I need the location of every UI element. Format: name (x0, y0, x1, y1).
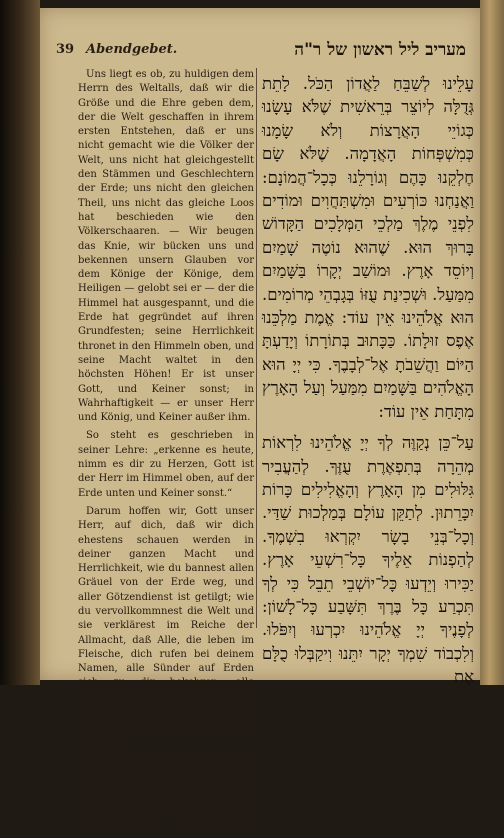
hebrew-paragraph: עַל־כֵּן נְקַוֶּה לְךָ יְיָ אֱלֹהֵינוּ לִרְאוֹת מְהֵרָה בְּתִפְאֶרֶת עֻזֶּךָ. לְהַעֲבִיר גִּלּוּלִים מִן הָאָרֶץ וְהָאֱלִילִים כָּרוֹת יִכָּרֵתוּן. לְתַקֵּן עוֹלָם בְּמַלְכוּת שַׁדַּי. וְכָל־בְּנֵי בָשָׂר יִקְרְאוּ בִשְׁמֶךָ. לְהַפְנוֹת אֵלֶיךָ כָּל־רִשְׁעֵי אָרֶץ. יַכִּירוּ וְיֵדְעוּ כָּל־יוֹשְׁבֵי תֵבֵל כִּי לְךָ תִּכְרַע כָּל בֶּרֶךְ תִּשָּׁבַע כָּל־לָשׁוֹן: לְפָנֶיךָ יְיָ אֱלֹהֵינוּ יִכְרְעוּ וְיִפֹּלוּ. וְלִכְבוֹד שִׁמְךָ יְקָר יִתֵּנוּ וִיקַבְּלוּ כֻלָּם אֶת (262, 433, 474, 687)
section-title-hebrew: מעריב ליל ראשון של ר"ה (294, 40, 466, 60)
german-paragraph: Uns liegt es ob, zu huldigen dem Herrn des Weltalls, daß wir die Größe und die Ehre geben dem, der die Welt geschaffen in ihrem ersten Entstehen, daß er uns nicht gemacht wie die Völker der Welt, uns nicht hat gleichgestellt den Stämmen und Geschlechtern der Erde; uns nicht den gleichen Theil, uns nicht das gleiche Loos hat beschieden wie den Völkerschaaren. — Wir beugen das Knie, wir bücken uns und bekennen unsern Glauben vor dem Könige der Könige, dem Heiligen — gelobt sei er — der die Himmel hat ausgespannt, und die Erde hat gegründet auf ihren Grundfesten; seine Herrlichkeit thronet in den Himmeln oben, und seine Macht waltet in den höchsten Höhen! Er ist unser Gott, und Keiner sonst; in Wahrhaftigkeit — er unser Herr und König, und Keiner außer ihm. (78, 69, 254, 424)
page-edge (480, 0, 504, 685)
german-paragraph: So steht es geschrieben in seiner Lehre: „erkenne es heute, nimm es dir zu Herzen, Gott ist der Herr im Himmel oben, auf der Erde unten und Keiner sonst.“ (78, 430, 254, 499)
german-paragraph: Vor dir, unserm Gott und Herrn, beugen sie das Knie, und fallen sie nieder; deinem Namen geben sie die Ehre und den Ruhm und nehmen über sich einstimmig und ein, (78, 752, 254, 836)
hebrew-prayer-column (262, 72, 474, 689)
book-spine-shadow (0, 0, 40, 685)
page-number: 39 (56, 42, 75, 57)
page-header (56, 42, 476, 64)
german-translation-column (78, 68, 254, 838)
column-divider (256, 68, 257, 628)
german-paragraph: Darum hoffen wir, Gott unser Herr, auf dich, daß wir dich ehestens schauen werden in deiner ganzen Macht und Herrlichkeit, wie du bannest allen Gräuel von der Erde weg, und aller Götzendienst ist getilgt; wie du vervollkommnest die Welt und sie verklärest im Reiche der Allmacht, daß Alle, die leben im Fleische, dich rufen bei deinem Namen, alle Sünder auf Erden sich zu dir bekehren, alle Weltenbewohner es wissen und erkennen, daß vor dir sich beuget jedes Knie, zu dir schwöret jede Zunge! (78, 505, 254, 746)
hebrew-paragraph: עָלֵינוּ לְשַׁבֵּחַ לַאֲדוֹן הַכֹּל. לָתֵת גְּדֻלָּה לְיוֹצֵר בְּרֵאשִׁית שֶׁלֹּא עָשָׂנוּ כְּגוֹיֵי הָאֲרָצוֹת וְלֹא שָׂמָנוּ כְּמִשְׁפְּחוֹת הָאֲדָמָה. שֶׁלֹּא שָׂם חֶלְקֵנוּ כָּהֶם וְגוֹרָלֵנוּ כְּכָל־הֲמוֹנָם: וַאֲנַחְנוּ כּוֹרְעִים וּמִשְׁתַּחֲוִים וּמוֹדִים לִפְנֵי מֶלֶךְ מַלְכֵי הַמְּלָכִים הַקָּדוֹשׁ בָּרוּךְ הוּא. שֶׁהוּא נוֹטֶה שָׁמַיִם וְיוֹסֵד אָרֶץ. וּמוֹשַׁב יְקָרוֹ בַּשָּׁמַיִם מִמַּעַל. וּשְׁכִינַת עֻזּוֹ בְּגָבְהֵי מְרוֹמִים. הוּא אֱלֹהֵינוּ אֵין עוֹד: אֱמֶת מַלְכֵּנוּ אֶפֶס זוּלָתוֹ. כַּכָּתוּב בְּתוֹרָתוֹ וְיָדַעְתָּ הַיּוֹם וַהֲשֵׁבֹתָ אֶל־לְבָבֶךָ. כִּי יְיָ הוּא הָאֱלֹהִים בַּשָּׁמַיִם מִמַּעַל וְעַל הָאָרֶץ מִתָּחַת אֵין עוֹד: (262, 74, 474, 421)
section-title-german: Abendgebet. (86, 42, 178, 57)
